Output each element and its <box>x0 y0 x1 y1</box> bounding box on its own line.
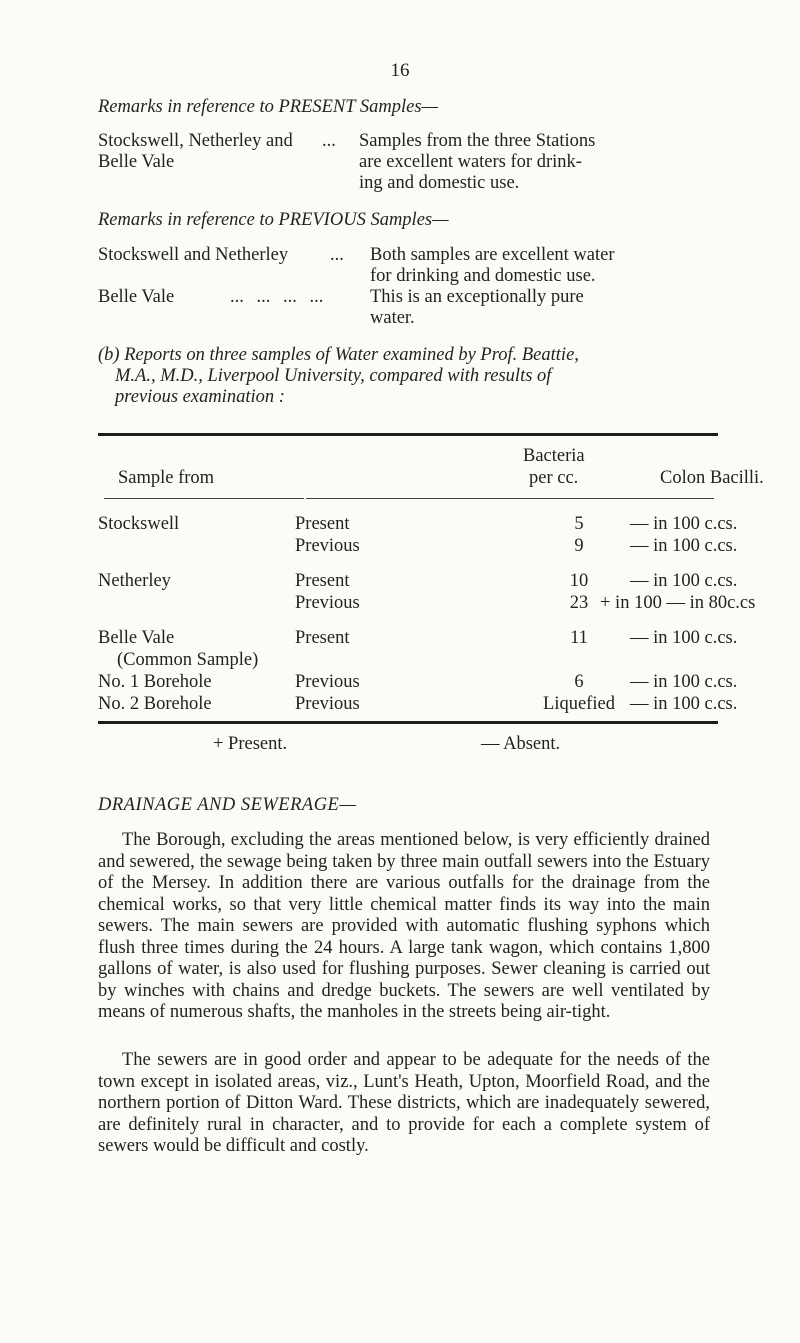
row-colon: — in 100 c.cs. <box>630 514 738 534</box>
row-site: No. 1 Borehole <box>98 672 212 692</box>
row-colon: — in 100 c.cs. <box>630 571 738 591</box>
present-remarks-heading: Remarks in reference to PRESENT Samples— <box>98 97 438 117</box>
row-colon: — in 100 c.cs. <box>630 536 738 556</box>
previous-item2-dots: ... ... ... ... <box>230 287 324 307</box>
row-period: Previous <box>295 672 360 692</box>
table-top-rule <box>98 433 718 436</box>
present-text-line3: ing and domestic use. <box>359 173 520 193</box>
row-bacteria: Liquefied <box>543 694 615 714</box>
reports-heading-line3: previous examination : <box>115 387 285 407</box>
header-colon-bacilli: Colon Bacilli. <box>660 468 764 488</box>
row-colon: — in 100 c.cs. <box>630 672 738 692</box>
drainage-paragraph-1 <box>98 830 710 1024</box>
legend-present: + Present. <box>213 734 288 754</box>
drainage-paragraph-2 <box>98 1050 710 1158</box>
row-bacteria: 11 <box>570 628 588 648</box>
legend-absent: — Absent. <box>481 734 561 754</box>
present-text-line2: are excellent waters for drink- <box>359 152 582 172</box>
row-bacteria: 6 <box>574 672 584 692</box>
table-bottom-rule <box>98 721 718 724</box>
row-bacteria: 9 <box>574 536 584 556</box>
header-sample-from: Sample from <box>118 468 215 488</box>
header-bacteria-line2: per cc. <box>529 468 579 488</box>
present-dots: ... <box>322 131 336 151</box>
row-site: No. 2 Borehole <box>98 694 212 714</box>
present-text-line1: Samples from the three Stations <box>359 131 596 151</box>
previous-item2-line2: water. <box>370 308 415 328</box>
row-period: Previous <box>295 536 360 556</box>
previous-remarks-heading: Remarks in reference to PREVIOUS Samples— <box>98 210 449 230</box>
previous-item2-label: Belle Vale <box>98 287 175 307</box>
row-bacteria: 5 <box>574 514 584 534</box>
header-underline-colon <box>586 498 714 499</box>
previous-item1-line1: Both samples are excellent water <box>370 245 615 265</box>
row-colon: — in 100 c.cs. <box>630 628 738 648</box>
row-site: Netherley <box>98 571 171 591</box>
row-site: Stockswell <box>98 514 180 534</box>
present-stations-line1: Stockswell, Netherley and <box>98 131 293 151</box>
row-bacteria: 23 <box>569 593 589 613</box>
row-period: Present <box>295 514 350 534</box>
present-stations-line2: Belle Vale <box>98 152 175 172</box>
drainage-heading: DRAINAGE AND SEWERAGE— <box>98 795 357 815</box>
previous-item1-label: Stockswell and Netherley <box>98 245 289 265</box>
row-site: (Common Sample) <box>117 650 259 670</box>
drainage-paragraph-1-text: The Borough, excluding the areas mentioned below, is very efficiently drained and sewered, the sewage being taken by three main outfall sewers into the Estuary of the Mersey. In addition there are various outfalls for the drainage from the chemical works, so that very little chemical matter finds its way into the main sewers. The main sewers are provided with automatic flushing syphons which flush three times during the 24 hours. A large tank wagon, which contains 1,800 gallons of water, is also used for flushing purposes. Sewer cleaning is carried out by winches with chains and dredge buckets. The sewers are well ventilated by means of numerous shafts, the manholes in the streets being air-tight. <box>98 830 710 1022</box>
row-site: Belle Vale <box>98 628 175 648</box>
previous-item1-line2: for drinking and domestic use. <box>370 266 596 286</box>
previous-item2-line1: This is an exceptionally pure <box>370 287 584 307</box>
reports-heading-line2: M.A., M.D., Liverpool University, compared with results of <box>115 366 552 386</box>
row-period: Present <box>295 628 350 648</box>
row-period: Present <box>295 571 350 591</box>
row-period: Previous <box>295 593 360 613</box>
drainage-paragraph-2-text: The sewers are in good order and appear to be adequate for the needs of the town except in isolated areas, viz., Lunt's Heath, Upton, Moorfield Road, and the northern portion of Ditton Ward. These districts, which are inadequately sewered, are definitely rural in character, and to provide for each a complete system of sewers would be difficult and costly. <box>98 1050 710 1156</box>
row-period: Previous <box>295 694 360 714</box>
reports-heading-line1: (b) Reports on three samples of Water examined by Prof. Beattie, <box>98 345 579 365</box>
row-colon: + in 100 — in 80c.cs <box>600 593 756 613</box>
header-underline-sample <box>104 498 304 499</box>
previous-item1-dots: ... <box>330 245 344 265</box>
page-number: 16 <box>390 60 410 81</box>
header-bacteria-line1: Bacteria <box>523 446 585 466</box>
row-colon: — in 100 c.cs. <box>630 694 738 714</box>
row-bacteria: 10 <box>569 571 589 591</box>
